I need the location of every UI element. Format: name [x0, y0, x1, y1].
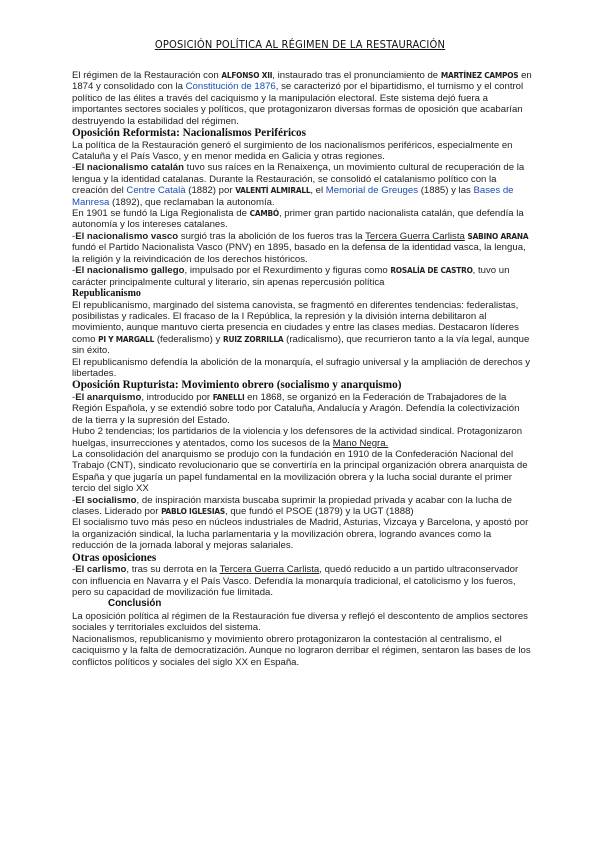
text: Hubo 2 tendencias; los partidarios de la violencia y los defensores de la actividad sindical. Protagonizaron huelgas, insurrecciones y atentados, como los sucesos de la	[72, 426, 523, 449]
name-pi-y-margall: PI Y MARGALL	[98, 333, 155, 344]
republicanismo-paragraph	[72, 300, 532, 357]
name-pablo-iglesias: PABLO IGLESIAS	[161, 506, 226, 516]
document-body	[72, 70, 532, 668]
heading-reformista: Oposición Reformista: Nacionalismos Periféricos	[72, 127, 306, 140]
link-mano-negra[interactable]: Mano Negra.	[332, 437, 389, 449]
conclusion-paragraph-2: Nacionalismos, republicanismo y movimiento obrero protagonizaron la contestación al centralismo, el caciquismo y la falta de democratización. Aunque no lograron derribar el régimen, sentaron las bases de los conflictos políticos y sociales del siglo XX en España.	[72, 633, 531, 668]
text: -	[72, 265, 76, 277]
heading-otras-oposiciones: Otras oposiciones	[72, 551, 157, 564]
lead-anarquismo: El anarquismo	[75, 391, 142, 403]
lliga-paragraph	[72, 208, 532, 231]
link-constitucion-1876[interactable]: Constitución de 1876	[185, 81, 276, 93]
link-tercera-guerra-carlista[interactable]: Tercera Guerra Carlista	[365, 230, 465, 242]
name-alfonso-xii: ALFONSO XII	[221, 70, 273, 80]
republicanismo-paragraph-2: El republicanismo defendía la abolición de la monarquía, el sufragio universal y la ampliación de derechos y libertades.	[72, 356, 531, 379]
text: fundó el Partido Nacionalista Vasco (PNV) en 1895, basado en la defensa de la identidad vasca, la lengua, la religión y la reivindicación de los derechos históricos.	[72, 242, 526, 265]
reformista-paragraph: La política de la Restauración generó el surgimiento de los nacionalismos periféricos, especialmente en Cataluña y el País Vasco, y en menor medida en Galicia y otras regiones.	[72, 139, 513, 163]
lead-nacionalismo-vasco: El nacionalismo vasco	[75, 230, 179, 242]
carlismo-paragraph	[72, 564, 532, 598]
link-tercera-guerra-carlista-2[interactable]: Tercera Guerra Carlista	[219, 564, 320, 576]
text: , introducido por	[141, 391, 213, 403]
socialismo-paragraph	[72, 495, 532, 518]
text: (federalismo) y	[154, 333, 223, 345]
text: , de inspiración marxista buscaba suprimir la propiedad privada y acabar con la lucha de clases. Liderado por	[72, 494, 512, 517]
text: -	[72, 494, 76, 506]
text: en 1868, se organizó en la Federación de Trabajadores de la Región Española, y se extendió sobre todo por Cataluña, Andalucía y Aragón. Defendía la colectivización de la tierra y la supresión del Estado.	[72, 391, 520, 426]
text: En 1901 se fundó la Liga Regionalista de	[72, 208, 250, 220]
vasco-paragraph	[72, 231, 532, 265]
text: en 1874 y consolidado con la	[72, 70, 532, 93]
conclusion-paragraph: La oposición política al régimen de la Restauración fue diversa y reflejó el descontento de amplios sectores sociales y territoriales excluidos del sistema.	[72, 611, 528, 634]
gallego-paragraph	[72, 265, 532, 288]
text: -	[72, 162, 76, 174]
link-bases-de-manresa[interactable]: Bases de Manresa	[72, 185, 514, 208]
text: , impulsado por el Rexurdimento y figuras como	[184, 265, 391, 277]
link-centre-catala[interactable]: Centre Català	[126, 185, 186, 197]
lead-nacionalismo-catalan: El nacionalismo catalán	[75, 162, 184, 174]
name-ruiz-zorrilla: RUIZ ZORRILLA	[222, 333, 284, 344]
tendencias-paragraph	[72, 426, 532, 449]
text: El régimen de la Restauración con	[72, 70, 222, 81]
text: tuvo sus raíces en la Renaixença, un movimiento cultural de recuperación de la lengua y la identidad catalanas. Durante la Restauración, se consolidó el catalanismo político con la creación del	[72, 162, 525, 197]
text: , el	[310, 185, 326, 197]
text: El republicanismo, marginado del sistema canovista, se fragmentó en diferentes tendencias: federalistas, posibilistas y radicales. El fracaso de la I República, la represión y la división interna debilitaron al movimiento, aunque mantuvo cierta presencia en ciudades y entre las clases medias. Destacaron líderes como	[72, 299, 519, 345]
anarquismo-paragraph	[72, 392, 532, 426]
lead-carlismo: El carlismo	[75, 564, 127, 576]
text: -	[72, 564, 76, 576]
name-sabino-arana: SABINO ARANA	[467, 230, 529, 241]
text: , se caracterizó por el bipartidismo, el turnismo y el control político de las élites a través del caciquismo y la manipulación electoral. Este sistema dejó fuera a importantes sectores sociales y políticos, que protagonizaron diversas formas de oposición que acabarían destruyendo la estabilidad del régimen.	[72, 81, 524, 127]
heading-rupturista: Oposición Rupturista: Movimiento obrero (socialismo y anarquismo)	[72, 379, 402, 392]
text: , que fundó el PSOE (1879) y la UGT (1888)	[225, 506, 414, 517]
text: (1892), que reclamaban la autonomía.	[109, 196, 275, 208]
text: -	[72, 391, 76, 403]
text: (1882) por	[185, 185, 236, 197]
socialismo-paragraph-2: El socialismo tuvo más peso en núcleos industriales de Madrid, Asturias, Vizcaya y Barcelona, y apostó por la organización sindical, la lucha parlamentaria y la movilización obrera, logrando avances como la reducción de la jornada laboral y mejoras salariales.	[72, 517, 529, 552]
heading-republicanismo: Republicanismo	[72, 287, 141, 299]
cnt-paragraph: La consolidación del anarquismo se produjo con la fundación en 1910 de la Confederación Nacional del Trabajo (CNT), sindicato revolucionario que se convertiría en la principal organización obrera anarquista de España y que jugaría un papel fundamental en la movilización obrera y la lucha social durante el primer tercio del siglo XX	[72, 448, 528, 495]
lead-nacionalismo-gallego: El nacionalismo gallego	[75, 265, 185, 277]
text: , tras su derrota en la	[126, 564, 220, 576]
text: , primer gran partido nacionalista catalán, que defendía la autonomía y los intereses catalanes.	[72, 208, 524, 231]
catalan-paragraph	[72, 162, 532, 208]
text: , instaurado tras el pronunciamiento de	[272, 70, 441, 81]
intro-paragraph	[72, 70, 532, 127]
heading-conclusion: Conclusión	[108, 598, 162, 610]
lead-socialismo: El socialismo	[75, 494, 137, 506]
text: (1885) y las	[418, 185, 474, 197]
name-fanelli: FANELLI	[212, 391, 245, 402]
name-martinez-campos: MARTÍNEZ CAMPOS	[440, 70, 519, 80]
name-cambo: CAMBÓ	[249, 208, 279, 219]
name-rosalia-de-castro: ROSALÍA DE CASTRO	[390, 265, 473, 276]
document-title: OPOSICIÓN POLÍTICA AL RÉGIMEN DE LA RESTAURACIÓN	[154, 38, 446, 51]
text: -	[72, 230, 76, 242]
link-memorial-de-greuges[interactable]: Memorial de Greuges	[325, 185, 419, 197]
text: surgió tras la abolición de los fueros tras la	[178, 230, 366, 242]
text: , tuvo un carácter principalmente cultural y literario, sin apenas repercusión política	[72, 265, 510, 288]
name-valenti-almirall: VALENTÍ ALMIRALL	[235, 185, 311, 196]
text: , quedó reducido a un partido ultraconservador con influencia en Navarra y el País Vasco. Defendía la monarquía tradicional, el catolicismo y los fueros, pero su capacidad de movilización fue limitada.	[72, 564, 519, 599]
text: (radicalismo), que recurrieron tanto a la vía legal, aunque sin éxito.	[72, 333, 530, 357]
